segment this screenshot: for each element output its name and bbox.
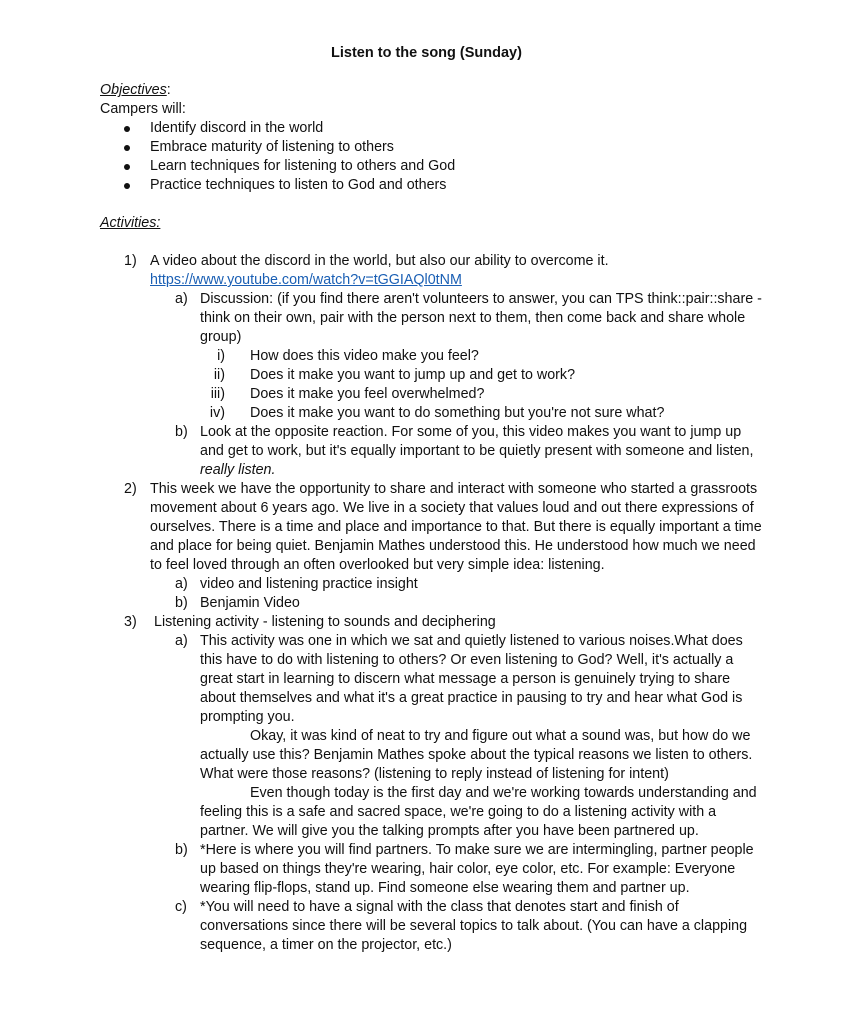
opposite-reaction-text: Look at the opposite reaction. For some of you, this video makes you want to jump up [200,424,742,440]
activity-3c-text: conversations since there will be several topics to talk about. (You can have a clapping [200,918,748,934]
activity-3c-text: *You will need to have a signal with the class that denotes start and finish of [200,899,679,915]
activity-2-text: movement about 6 years ago. We live in a society that values loud and out there expressions of [150,500,754,516]
activity-3a-para2: Okay, it was kind of neat to try and figure out what a sound was, but how do we [250,728,751,744]
activity-2-subitem: Benjamin Video [200,595,300,611]
objective-item: Learn techniques for listening to others and God [150,158,456,174]
activity-3a-text: about themselves and what it's a great practice in pausing to try and hear what God is [200,690,743,706]
objectives-heading-text: Objectives [100,82,167,98]
activity-2-text: This week we have the opportunity to share and interact with someone who started a grassroots [150,481,758,497]
activity-3a-para3: feeling this is a safe and sacred space, we're going to do a listening activity with a [200,804,717,820]
bullet-icon [124,183,130,189]
list-marker: c) [175,899,187,915]
objective-item: Identify discord in the world [150,120,324,136]
activity-3c-text: sequence, a timer on the projector, etc.) [200,937,452,953]
bullet-icon [124,164,130,170]
list-marker: b) [175,424,188,440]
activity-2-text: to feel loved through an often overlooked but very simple idea: listening. [150,557,605,573]
list-marker: a) [175,576,188,592]
activity-3a-text: prompting you. [200,709,295,725]
list-marker: 3) [124,614,137,630]
list-marker: 1) [124,253,137,269]
objectives-heading [100,81,171,100]
discussion-question: Does it make you feel overwhelmed? [250,386,485,402]
page-title: Listen to the song (Sunday) [331,45,522,61]
list-marker: ii) [213,367,225,383]
activity-2-text: ourselves. There is a time and place and importance to that. But there is equally important a time [150,519,762,535]
activity-1-text: A video about the discord in the world, but also our ability to overcome it. [150,253,609,269]
list-marker: a) [175,633,188,649]
activity-2-text: and place for being quiet. Benjamin Mathes understood this. He understood how much we need [150,538,756,554]
bullet-icon [124,126,130,132]
list-marker: a) [175,291,188,307]
activity-2-subitem: video and listening practice insight [200,576,418,592]
objective-item: Embrace maturity of listening to others [150,139,394,155]
objective-item: Practice techniques to listen to God and others [150,177,447,193]
activity-3a-para3: Even though today is the first day and we're working towards understanding and [250,785,757,801]
bullet-icon [124,145,130,151]
activity-3b-text: wearing flip-flops, stand up. Find someone else wearing them and partner up. [200,880,690,896]
opposite-reaction-text: and get to work, but it's equally important to be quietly present with someone and listen, [200,443,754,459]
activity-3b-text: up based on things they're wearing, hair color, eye color, etc. For example: Everyone [200,861,736,877]
discussion-text: group) [200,329,242,345]
list-marker: b) [175,595,188,611]
list-marker: iii) [210,386,225,402]
list-marker: 2) [124,481,137,497]
discussion-question: How does this video make you feel? [250,348,479,364]
objectives-intro: Campers will: [100,101,186,117]
activity-3a-text: this have to do with listening to others? Or even listening to God? Well, it's actually a [200,652,734,668]
discussion-question: Does it make you want to do something but you're not sure what? [250,405,665,421]
objectives-heading-colon: : [166,82,171,98]
discussion-text: think on their own, pair with the person next to them, then come back and share whole [200,310,746,326]
activity-3b-text: *Here is where you will find partners. To make sure we are intermingling, partner people [200,842,754,858]
list-marker: iv) [209,405,225,421]
activity-3a-text: This activity was one in which we sat and quietly listened to various noises.What does [200,633,743,649]
activity-3a-para2: What were those reasons? (listening to reply instead of listening for intent) [200,766,669,782]
activities-heading: Activities: [100,215,161,231]
opposite-reaction-emphasis: really listen. [200,462,276,478]
activity-3a-para2: actually use this? Benjamin Mathes spoke about the typical reasons we listen to others. [200,747,753,763]
discussion-question: Does it make you want to jump up and get to work? [250,367,576,383]
youtube-link[interactable]: https://www.youtube.com/watch?v=tGGIAQl0tNM [150,272,462,288]
discussion-text: Discussion: (if you find there aren't volunteers to answer, you can TPS think::pair::share - [200,291,762,307]
activity-3a-text: great start in learning to discern what message a person is genuinely trying to share [200,671,731,687]
activity-3-text: Listening activity - listening to sounds and deciphering [154,614,496,630]
activity-3a-para3: partner. We will give you the talking prompts after you have been partnered up. [200,823,699,839]
list-marker: i) [217,348,225,364]
list-marker: b) [175,842,188,858]
